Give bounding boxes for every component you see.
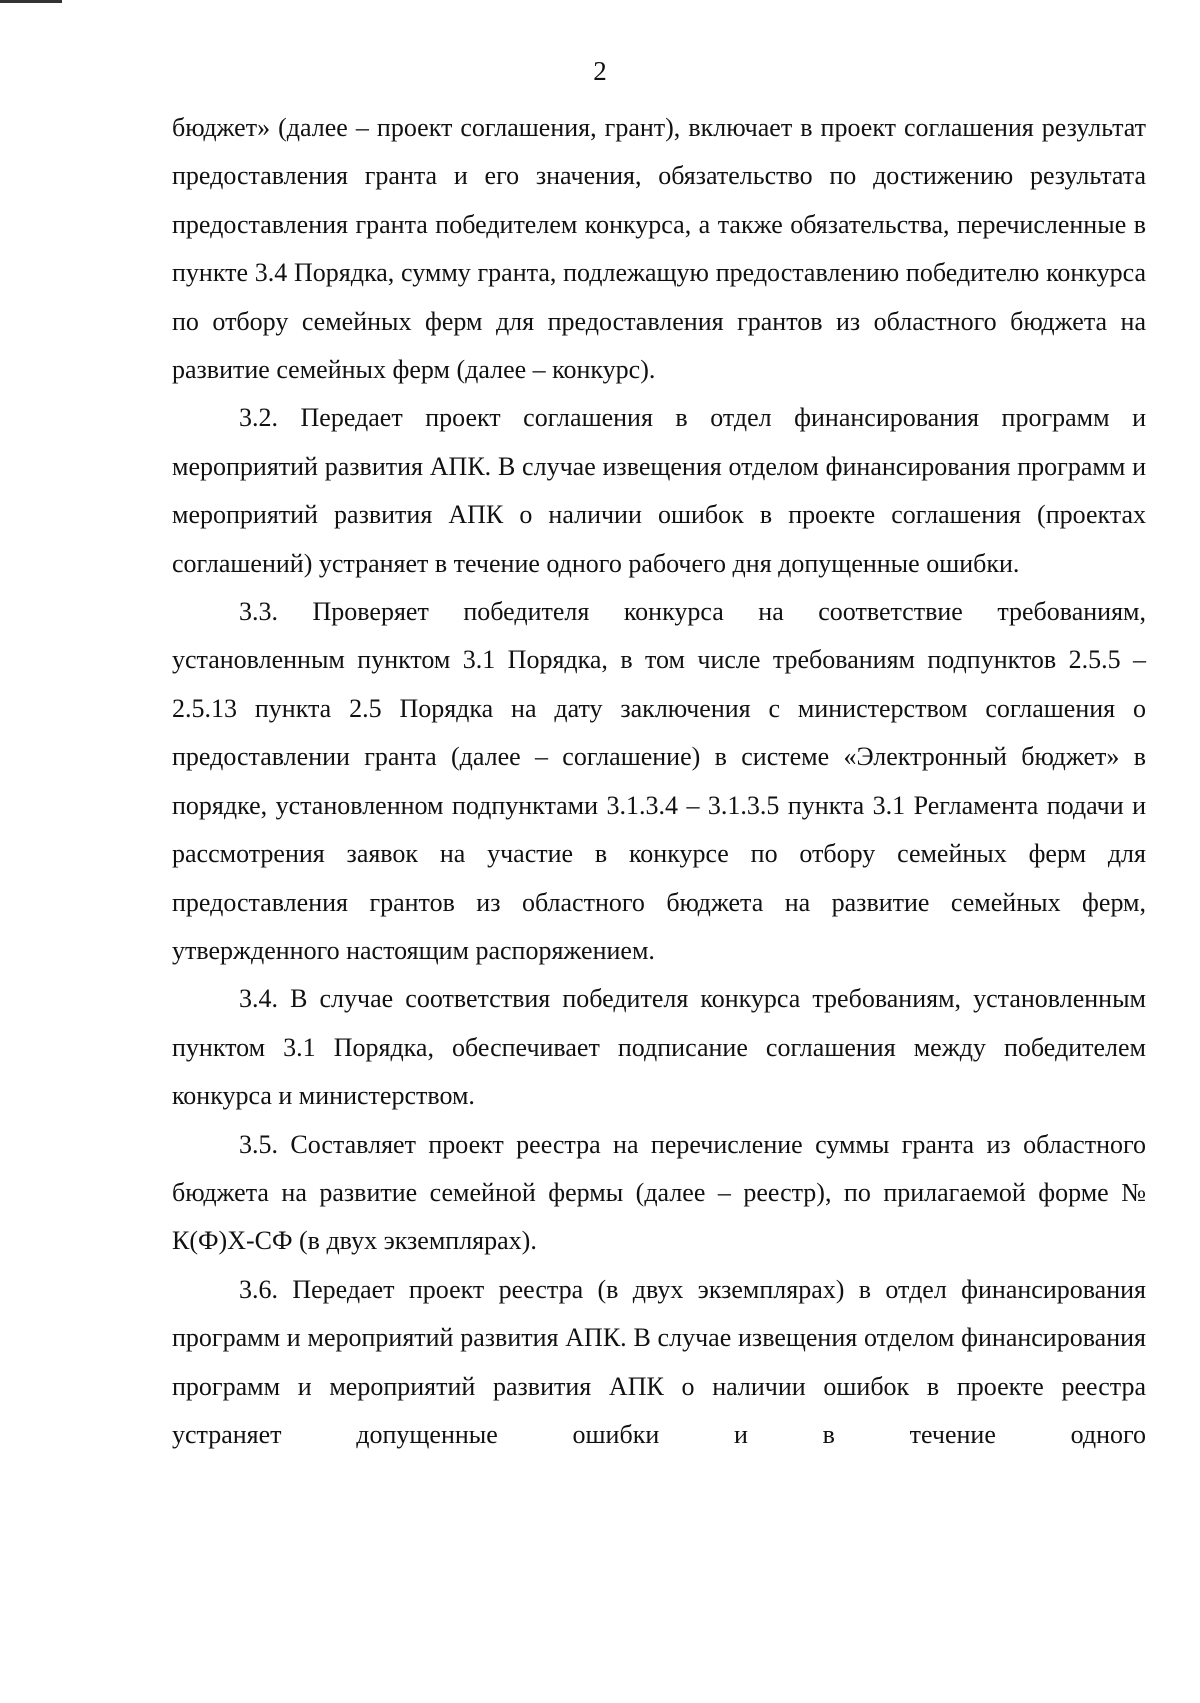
paragraph-budget-continuation: бюджет» (далее – проект соглашения, грант), включает в проект соглашения результат предоставления гранта и его значения, обязательство по достижению результата предоставления гранта победителем конкурса, а также обязательства, перечисленные в пункте 3.4 Порядка, сумму гранта, подлежащую предоставлению победителю конкурса по отбору семейных ферм для предоставления грантов из областного бюджета на развитие семейных ферм (далее – конкурс). [172, 113, 1146, 385]
paragraph-3-4: 3.4. В случае соответствия победителя конкурса требованиям, установленным пунктом 3.1 Порядка, обеспечивает подписание соглашения между победителем конкурса и министерством. [172, 984, 1146, 1111]
page-number: 2 [593, 56, 607, 86]
paragraph-3-6: 3.6. Передает проект реестра (в двух экземплярах) в отдел финансирования программ и мероприятий развития АПК. В случае извещения отделом финансирования программ и мероприятий развития АПК о наличии ошибок в проекте реестра устраняет допущенные ошибки и в течение одного [172, 1274, 1146, 1449]
scan-edge-mark [0, 0, 62, 3]
paragraph-3-3: 3.3. Проверяет победителя конкурса на соответствие требованиям, установленным пунктом 3.1 Порядка, в том числе требованиям подпунктов 2.5.5 – 2.5.13 пункта 2.5 Порядка на дату заключения с министерством соглашения о предоставлении гранта (далее – соглашение) в системе «Электронный бюджет» в порядке, установленном подпунктами 3.1.3.4 – 3.1.3.5 пункта 3.1 Регламента подачи и рассмотрения заявок на участие в конкурсе по отбору семейных ферм для предоставления грантов из областного бюджета на развитие семейных ферм, утвержденного настоящим распоряжением. [172, 597, 1146, 965]
document-body [172, 104, 1146, 1459]
paragraph-3-2: 3.2. Передает проект соглашения в отдел финансирования программ и мероприятий развития АПК. В случае извещения отделом финансирования программ и мероприятий развития АПК о наличии ошибок в проекте соглашения (проектах соглашений) устраняет в течение одного рабочего дня допущенные ошибки. [172, 403, 1146, 578]
paragraph-3-5: 3.5. Составляет проект реестра на перечисление суммы гранта из областного бюджета на развитие семейной фермы (далее – реестр), по прилагаемой форме № К(Ф)Х-СФ (в двух экземплярах). [172, 1129, 1146, 1256]
